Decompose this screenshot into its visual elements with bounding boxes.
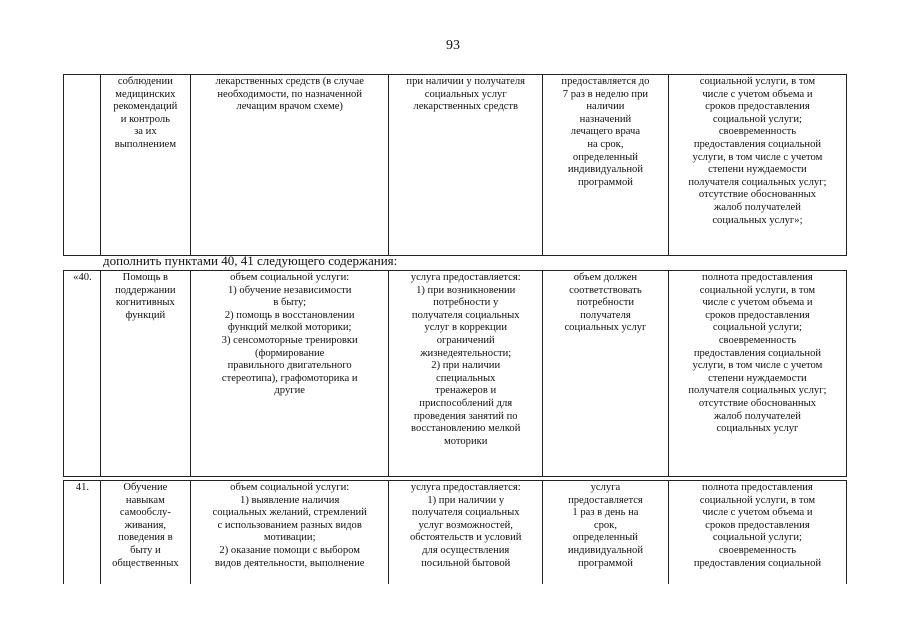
- cell-text-line: Обучение: [123, 482, 168, 493]
- cell-text-line: лекарственных средств (в случае: [215, 76, 364, 87]
- cell-term: [542, 271, 668, 477]
- cell-text-line: соответствовать: [569, 284, 642, 296]
- cell-text-line: медицинских: [115, 88, 176, 100]
- cell-text-line: посильной бытовой: [421, 557, 511, 569]
- cell-text-line: (формирование: [254, 347, 325, 359]
- cell-text-line: другие: [274, 385, 305, 397]
- cell-text-line: и контроль: [120, 113, 170, 125]
- cell-text-line: наличии: [586, 101, 625, 113]
- cell-text-line: числе с учетом объема и: [702, 297, 813, 309]
- cell-text-line: 1) обучение независимости: [227, 284, 352, 296]
- cell-text-line: числе с учетом объема и: [702, 507, 813, 519]
- cell-text-line: когнитивных: [115, 297, 175, 309]
- cell-text-line: своевременность: [718, 544, 797, 556]
- cell-text-line: самообслу-: [119, 507, 171, 519]
- cell-text-line: услуг в коррекции: [424, 322, 508, 334]
- cell-text-line: специальных: [436, 372, 496, 384]
- cell-text-line: услуга предоставляется:: [410, 482, 521, 493]
- cell-text-line: жизнедеятельности;: [420, 347, 512, 359]
- cell-text-line: Помощь в: [122, 272, 169, 283]
- cell-text-line: жалоб получателей: [713, 201, 801, 213]
- cell-quality: [668, 271, 846, 477]
- cell-term: [542, 481, 668, 585]
- cell-text-line: социальных услуг: [564, 322, 647, 334]
- cell-text-line: услуга: [590, 482, 621, 493]
- cell-text-line: срок,: [593, 519, 617, 531]
- cell-text-line: социальной услуги;: [712, 113, 802, 125]
- table-row: [64, 481, 847, 585]
- cell-text-line: предоставления социальной: [693, 347, 822, 359]
- cell-text-line: программой: [577, 176, 633, 188]
- cell-text-line: социальной услуги;: [712, 532, 802, 544]
- cell-num: 41.: [64, 481, 101, 585]
- cell-text-line: 1 раз в день на: [572, 507, 639, 519]
- amendment-note: дополнить пунктами 40, 41 следующего содержания:: [103, 253, 398, 268]
- cell-text-line: степени нуждаемости: [708, 164, 807, 176]
- cell-text-line: социальных желаний, стремлений: [212, 507, 367, 519]
- cell-text-line: функций: [125, 309, 166, 321]
- cell-text-line: потребности у: [433, 297, 499, 309]
- cell-text-line: 3) сенсомоторные тренировки: [221, 334, 358, 346]
- cell-text-line: отсутствие обоснованных: [698, 189, 816, 201]
- cell-text-line: с использованием разных видов: [217, 519, 362, 531]
- cell-text-line: на срок,: [587, 138, 624, 150]
- cell-text-line: 2) при наличии: [431, 360, 501, 372]
- cell-text-line: предоставления социальной: [693, 557, 822, 569]
- table-row: [64, 75, 847, 256]
- cell-text-line: 2) помощь в восстановлении: [224, 309, 355, 321]
- cell-text-line: 1) при возникновении: [416, 284, 516, 296]
- services-table-new-items: [63, 270, 847, 477]
- cell-text-line: предоставляется: [568, 494, 643, 506]
- cell-text-line: лечащим врачом схеме): [236, 101, 343, 113]
- cell-conditions: [389, 271, 543, 477]
- cell-text-line: социальной услуги, в том: [699, 494, 816, 506]
- services-table-row-41: [63, 480, 847, 584]
- cell-text-line: услуга предоставляется:: [410, 272, 521, 283]
- cell-text-line: социальных услуг: [716, 423, 799, 435]
- cell-text-line: услуги, в том числе с учетом: [692, 360, 823, 372]
- cell-text-line: полнота предоставления: [702, 482, 813, 493]
- services-table-continuation: [63, 74, 847, 256]
- cell-text-line: поддержании: [115, 284, 176, 296]
- cell-text-line: полнота предоставления: [702, 272, 813, 283]
- cell-quality: [668, 481, 846, 585]
- cell-text-line: социальной услуги, в том: [699, 76, 816, 87]
- cell-service-name: [100, 271, 190, 477]
- cell-text-line: назначений: [579, 113, 632, 125]
- cell-text-line: социальных услуг: [424, 88, 507, 100]
- cell-text-line: моторики: [444, 435, 488, 447]
- cell-conditions: [389, 481, 543, 585]
- cell-text-line: определенный: [572, 532, 638, 544]
- cell-text-line: рекомендаций: [113, 101, 178, 113]
- cell-text-line: проведения занятий по: [413, 410, 518, 422]
- cell-conditions: [389, 75, 543, 256]
- cell-text-line: восстановлению мелкой: [411, 423, 521, 435]
- cell-text-line: получателя: [580, 309, 631, 321]
- cell-text-line: 1) выявление наличия: [240, 494, 340, 506]
- page-number: 93: [446, 38, 460, 53]
- cell-text-line: обстоятельств и условий: [409, 532, 522, 544]
- cell-description: [190, 75, 389, 256]
- cell-text-line: при наличии у получателя: [406, 76, 526, 87]
- cell-text-line: сроков предоставления: [705, 101, 810, 113]
- cell-text-line: правильного двигательного: [227, 360, 352, 372]
- cell-text-line: лечащего врача: [570, 126, 641, 138]
- cell-text-line: объем социальной услуги:: [230, 482, 350, 493]
- cell-text-line: индивидуальной: [567, 544, 644, 556]
- cell-text-line: ограничений: [436, 334, 495, 346]
- cell-description: [190, 271, 389, 477]
- cell-text-line: получателя социальных: [411, 309, 520, 321]
- cell-text-line: сроков предоставления: [705, 309, 810, 321]
- table-row: [64, 271, 847, 477]
- cell-text-line: необходимости, по назначенной: [217, 88, 362, 100]
- cell-text-line: мотивации;: [263, 532, 316, 544]
- cell-text-line: объем социальной услуги:: [230, 272, 350, 283]
- cell-text-line: в быту;: [273, 297, 307, 309]
- cell-text-line: общественных: [112, 557, 179, 569]
- cell-text-line: получателя социальных услуг;: [688, 385, 827, 397]
- cell-text-line: социальных услуг»;: [712, 214, 803, 226]
- cell-text-line: сроков предоставления: [705, 519, 810, 531]
- cell-text-line: индивидуальной: [567, 164, 644, 176]
- cell-text-line: степени нуждаемости: [708, 372, 807, 384]
- cell-text-line: 1) при наличии у: [427, 494, 505, 506]
- cell-text-line: видов деятельности, выполнение: [214, 557, 365, 569]
- cell-text-line: выполнением: [114, 138, 177, 150]
- cell-text-line: социальной услуги;: [712, 322, 802, 334]
- cell-text-line: стереотипа), графомоторика и: [221, 372, 358, 384]
- cell-text-line: числе с учетом объема и: [702, 88, 813, 100]
- cell-text-line: за их: [134, 126, 157, 138]
- cell-text-line: приспособлений для: [419, 397, 513, 409]
- cell-text-line: навыкам: [125, 494, 165, 506]
- cell-text-line: для осуществления: [422, 544, 510, 556]
- cell-text-line: поведения в: [118, 532, 173, 544]
- cell-text-line: отсутствие обоснованных: [698, 397, 816, 409]
- cell-text-line: функций мелкой моторики;: [227, 322, 352, 334]
- cell-text-line: получателя социальных: [411, 507, 520, 519]
- cell-text-line: тренажеров и: [435, 385, 497, 397]
- cell-text-line: объем должен: [573, 272, 638, 283]
- cell-text-line: социальной услуги, в том: [699, 284, 816, 296]
- cell-text-line: потребности: [576, 297, 635, 309]
- cell-text-line: соблюдении: [117, 76, 173, 87]
- cell-text-line: своевременность: [718, 334, 797, 346]
- cell-text-line: 7 раз в неделю при: [562, 88, 649, 100]
- cell-term: [542, 75, 668, 256]
- cell-text-line: определенный: [572, 151, 638, 163]
- cell-text-line: получателя социальных услуг;: [688, 176, 827, 188]
- cell-text-line: услуг возможностей,: [418, 519, 513, 531]
- cell-num: «40.: [64, 271, 101, 477]
- cell-text-line: лекарственных средств: [413, 101, 519, 113]
- cell-text-line: 2) оказание помощи с выбором: [219, 544, 360, 556]
- cell-text-line: своевременность: [718, 126, 797, 138]
- cell-service-name: [100, 481, 190, 585]
- cell-text-line: предоставления социальной: [693, 138, 822, 150]
- cell-text-line: быту и: [130, 544, 161, 556]
- cell-description: [190, 481, 389, 585]
- cell-num: [64, 75, 101, 256]
- cell-quality: [668, 75, 846, 256]
- cell-text-line: предоставляется до: [561, 76, 650, 87]
- cell-service-name: [100, 75, 190, 256]
- cell-text-line: живания,: [124, 519, 167, 531]
- cell-text-line: программой: [577, 557, 633, 569]
- cell-text-line: жалоб получателей: [713, 410, 801, 422]
- cell-text-line: услуги, в том числе с учетом: [692, 151, 823, 163]
